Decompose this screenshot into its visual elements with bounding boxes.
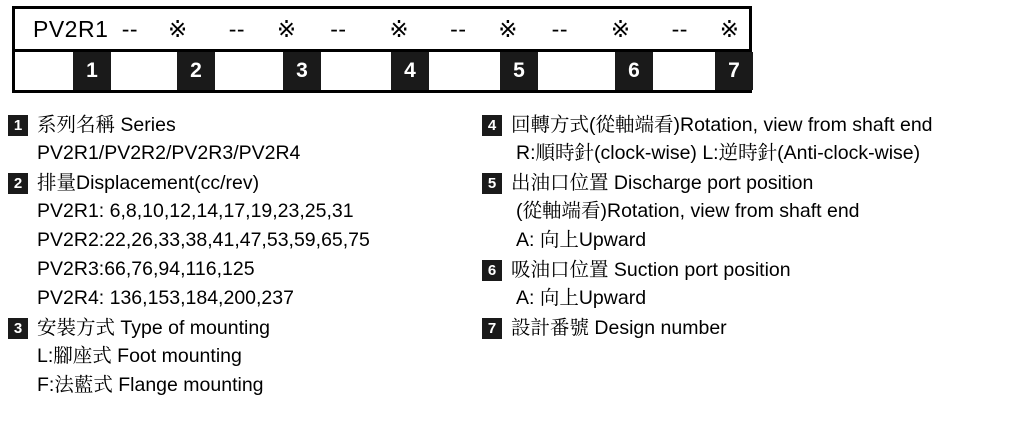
code-segment-series: PV2R1 bbox=[33, 15, 109, 42]
legend-badge-1: 1 bbox=[8, 115, 28, 136]
legend-title-1: 系列名稱 Series bbox=[37, 114, 176, 136]
legend-line-4-1: R:順時針(clock-wise) L:逆時針(Anti-clock-wise) bbox=[516, 142, 921, 164]
legend-title-2: 排量Displacement(cc/rev) bbox=[37, 172, 260, 194]
legend-line-2-1: PV2R1: 6,8,10,12,14,17,19,23,25,31 bbox=[37, 200, 354, 222]
code-segment-dash-3: -- bbox=[330, 15, 347, 42]
model-code-box bbox=[12, 6, 752, 93]
legend-line-3-1: L:腳座式 Foot mounting bbox=[37, 345, 242, 367]
code-number-4: 4 bbox=[391, 52, 429, 90]
code-number-7: 7 bbox=[715, 52, 753, 90]
code-segment-star-1: ※ bbox=[167, 15, 188, 42]
legend-line-6-1: A: 向上Upward bbox=[516, 287, 647, 309]
legend-entry-1 bbox=[8, 112, 488, 168]
code-segment-dash-2: -- bbox=[228, 15, 246, 42]
legend-badge-2: 2 bbox=[8, 173, 28, 194]
legend-line-2-2: PV2R2:22,26,33,38,41,47,53,59,65,75 bbox=[37, 229, 370, 251]
legend-badge-6: 6 bbox=[482, 260, 502, 281]
legend-line-2-3: PV2R3:66,76,94,116,125 bbox=[37, 258, 255, 280]
legend-entry-4 bbox=[482, 112, 1022, 168]
legend-line-1-1: PV2R1/PV2R2/PV2R3/PV2R4 bbox=[37, 142, 301, 164]
legend-badge-4: 4 bbox=[482, 115, 502, 136]
legend-entry-3 bbox=[8, 315, 488, 400]
code-segment-star-3: ※ bbox=[389, 15, 410, 42]
code-segment-dash-1: -- bbox=[121, 15, 139, 42]
code-segment-star-4: ※ bbox=[498, 15, 519, 42]
legend-line-5-1: (從軸端看)Rotation, view from shaft end bbox=[516, 200, 860, 222]
code-segment-star-2: ※ bbox=[276, 15, 297, 42]
legend-title-5: 出油口位置 Discharge port position bbox=[511, 172, 814, 194]
legend-line-5-2: A: 向上Upward bbox=[516, 229, 647, 251]
legend-line-2-4: PV2R4: 136,153,184,200,237 bbox=[37, 287, 294, 309]
model-code-row bbox=[15, 9, 749, 49]
legend-column-left bbox=[8, 112, 488, 402]
legend-entry-7 bbox=[482, 315, 1022, 342]
code-segment-star-6: ※ bbox=[719, 15, 740, 42]
legend-title-4: 回轉方式(從軸端看)Rotation, view from shaft end bbox=[511, 114, 933, 136]
legend-column-right bbox=[482, 112, 1022, 344]
legend-badge-3: 3 bbox=[8, 318, 28, 339]
legend-title-3: 安裝方式 Type of mounting bbox=[37, 317, 271, 339]
code-segment-dash-4: -- bbox=[450, 15, 467, 42]
code-number-6: 6 bbox=[615, 52, 653, 90]
legend-entry-2 bbox=[8, 170, 488, 313]
code-number-5: 5 bbox=[500, 52, 538, 90]
code-segment-star-5: ※ bbox=[610, 15, 631, 42]
legend-title-7: 設計番號 Design number bbox=[511, 317, 727, 339]
legend-badge-5: 5 bbox=[482, 173, 502, 194]
model-code-number-row bbox=[15, 49, 749, 90]
code-number-2: 2 bbox=[177, 52, 215, 90]
legend-entry-5 bbox=[482, 170, 1022, 255]
legend-title-6: 吸油口位置 Suction port position bbox=[511, 259, 791, 281]
legend-line-3-2: F:法藍式 Flange mounting bbox=[37, 374, 264, 396]
legend-badge-7: 7 bbox=[482, 318, 502, 339]
legend-entry-6 bbox=[482, 257, 1022, 313]
code-number-1: 1 bbox=[73, 52, 111, 90]
code-segment-dash-5: -- bbox=[551, 15, 568, 42]
code-segment-dash-6: -- bbox=[671, 15, 688, 42]
code-number-3: 3 bbox=[283, 52, 321, 90]
